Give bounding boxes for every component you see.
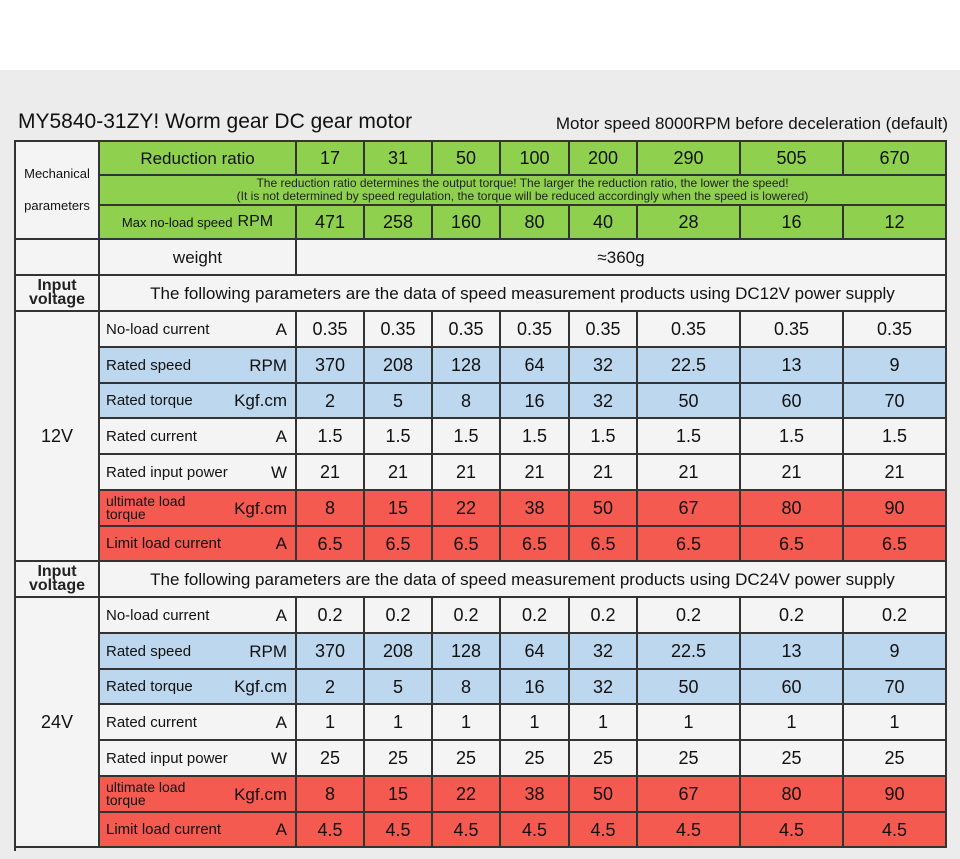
reduction-ratio-value: 17	[297, 142, 365, 176]
reduction-ratio-value: 200	[570, 142, 638, 176]
parameter-label	[100, 813, 297, 848]
parameter-value: 4.5	[570, 813, 638, 848]
parameter-unit: Kgf.cm	[234, 677, 287, 696]
parameter-value: 5	[365, 670, 433, 705]
parameter-value: 25	[844, 741, 947, 777]
parameter-unit: A	[275, 820, 287, 839]
parameter-label	[100, 419, 297, 455]
model-number: MY5840-31ZY!	[18, 110, 160, 133]
input-voltage-label	[16, 562, 100, 598]
parameter-value: 6.5	[844, 527, 947, 562]
reduction-ratio-note	[100, 176, 947, 206]
input-voltage-text: voltage	[28, 291, 85, 308]
parameter-label	[100, 634, 297, 670]
parameter-value: 6.5	[297, 527, 365, 562]
parameter-value: 4.5	[741, 813, 844, 848]
reduction-ratio-value: 50	[433, 142, 501, 176]
parameter-unit: Kgf.cm	[234, 784, 287, 804]
power-supply-banner: The following parameters are the data of speed measurement products using DC12V power supply	[100, 276, 947, 312]
weight-label: weight	[100, 240, 297, 276]
parameter-value: 70	[844, 670, 947, 705]
note-line-1: The reduction ratio determines the output torque! The larger the reduction ratio, the lower the speed!	[256, 176, 789, 190]
max-speed-value: 16	[741, 206, 844, 240]
parameter-value: 1.5	[501, 419, 570, 455]
parameter-value: 2	[297, 670, 365, 705]
parameter-value: 6.5	[741, 527, 844, 562]
parameter-value: 25	[741, 741, 844, 777]
parameter-unit: Kgf.cm	[234, 498, 287, 518]
parameter-value: 0.2	[638, 598, 741, 634]
parameter-value: 16	[501, 670, 570, 705]
parameter-value: 15	[365, 777, 433, 813]
parameter-value: 1.5	[297, 419, 365, 455]
parameter-value: 1.5	[433, 419, 501, 455]
parameter-value: 0.35	[297, 312, 365, 348]
parameter-label-text: Rated input power	[106, 463, 228, 481]
parameter-value: 208	[365, 634, 433, 670]
parameter-value: 4.5	[433, 813, 501, 848]
parameter-value: 25	[638, 741, 741, 777]
input-voltage-text: Input	[37, 563, 77, 580]
parameter-value: 4.5	[365, 813, 433, 848]
parameter-value: 60	[741, 670, 844, 705]
parameter-label	[100, 705, 297, 741]
parameter-value: 4.5	[844, 813, 947, 848]
parameter-value: 21	[297, 455, 365, 491]
spec-table	[14, 140, 947, 851]
parameter-value: 22.5	[638, 634, 741, 670]
parameter-value: 6.5	[570, 527, 638, 562]
parameter-value: 25	[297, 741, 365, 777]
parameter-value: 13	[741, 348, 844, 384]
parameter-label	[100, 455, 297, 491]
mechanical-parameters-label	[16, 142, 100, 240]
parameter-value: 67	[638, 491, 741, 527]
parameter-value: 32	[570, 348, 638, 384]
max-speed-text: Max no-load speed	[121, 214, 233, 230]
parameter-value: 1	[433, 705, 501, 741]
parameter-value: 50	[570, 491, 638, 527]
parameter-value: 21	[638, 455, 741, 491]
parameter-label-text: ultimate load	[106, 779, 186, 795]
parameter-value: 4.5	[297, 813, 365, 848]
parameter-value: 1.5	[844, 419, 947, 455]
parameter-value: 21	[844, 455, 947, 491]
parameter-label-text: torque	[106, 792, 146, 808]
parameter-value: 9	[844, 634, 947, 670]
parameter-unit: A	[275, 319, 287, 339]
parameter-unit: A	[275, 712, 287, 732]
parameter-label-text: Rated current	[106, 427, 197, 445]
parameter-value: 0.2	[433, 598, 501, 634]
parameter-value: 60	[741, 384, 844, 419]
parameter-value: 64	[501, 348, 570, 384]
parameter-value: 0.35	[501, 312, 570, 348]
parameter-value: 80	[741, 491, 844, 527]
parameter-value: 13	[741, 634, 844, 670]
max-speed-unit: RPM	[237, 213, 274, 230]
parameter-label	[100, 741, 297, 777]
reduction-ratio-value: 505	[741, 142, 844, 176]
parameter-label	[100, 312, 297, 348]
parameter-value: 128	[433, 348, 501, 384]
parameter-value: 21	[365, 455, 433, 491]
parameter-value: 6.5	[638, 527, 741, 562]
parameter-value: 32	[570, 384, 638, 419]
parameter-value: 38	[501, 491, 570, 527]
parameter-unit: A	[275, 605, 287, 625]
input-voltage-text: voltage	[28, 577, 85, 594]
parameter-value: 1.5	[741, 419, 844, 455]
parameter-label-text: No-load current	[106, 606, 210, 624]
parameter-value: 64	[501, 634, 570, 670]
parameter-value: 21	[570, 455, 638, 491]
parameter-value: 22	[433, 491, 501, 527]
parameter-value: 0.35	[570, 312, 638, 348]
parameter-value: 208	[365, 348, 433, 384]
voltage-label: 12V	[16, 312, 100, 562]
parameter-value: 67	[638, 777, 741, 813]
parameter-value: 1.5	[638, 419, 741, 455]
parameter-value: 0.35	[433, 312, 501, 348]
parameter-unit: RPM	[249, 641, 287, 661]
parameter-value: 0.35	[844, 312, 947, 348]
max-speed-value: 80	[501, 206, 570, 240]
parameter-value: 128	[433, 634, 501, 670]
parameter-label-text: No-load current	[106, 320, 210, 338]
parameter-label-group	[106, 781, 234, 807]
parameter-value: 370	[297, 634, 365, 670]
parameter-value: 0.2	[570, 598, 638, 634]
parameter-value: 1	[638, 705, 741, 741]
parameter-label-text: Rated current	[106, 713, 197, 731]
parameter-label	[100, 598, 297, 634]
parameter-value: 0.35	[638, 312, 741, 348]
parameter-label-text: Rated speed	[106, 642, 192, 660]
product-title	[18, 110, 412, 134]
parameter-unit: A	[275, 426, 287, 446]
parameter-value: 0.2	[844, 598, 947, 634]
weight-empty-cell	[16, 240, 100, 276]
parameter-label	[100, 777, 297, 813]
parameter-value: 15	[365, 491, 433, 527]
parameter-value: 9	[844, 348, 947, 384]
parameter-label-text: Limit load current	[106, 821, 222, 838]
parameter-label	[100, 348, 297, 384]
parameter-value: 50	[570, 777, 638, 813]
reduction-ratio-value: 670	[844, 142, 947, 176]
note-line-2: (It is not determined by speed regulation, the torque will be reduced accordingly when the speed is lowered)	[236, 189, 809, 203]
parameter-value: 1	[741, 705, 844, 741]
parameter-value: 90	[844, 491, 947, 527]
reduction-ratio-value: 290	[638, 142, 741, 176]
mechanical-label-line1: Mechanical	[24, 166, 90, 181]
parameter-label-group	[106, 495, 234, 521]
parameter-value: 5	[365, 384, 433, 419]
parameter-unit: Kgf.cm	[234, 391, 287, 410]
reduction-ratio-value: 100	[501, 142, 570, 176]
mechanical-label-line2: parameters	[24, 198, 90, 213]
motor-speed-note: Motor speed 8000RPM before deceleration (default)	[555, 114, 948, 133]
parameter-value: 1	[844, 705, 947, 741]
parameter-label-text: Rated torque	[106, 678, 193, 695]
parameter-value: 32	[570, 634, 638, 670]
parameter-unit: RPM	[249, 355, 287, 375]
max-speed-value: 258	[365, 206, 433, 240]
parameter-value: 25	[365, 741, 433, 777]
parameter-unit: W	[270, 462, 287, 482]
parameter-value: 16	[501, 384, 570, 419]
parameter-value: 25	[433, 741, 501, 777]
max-speed-value: 471	[297, 206, 365, 240]
parameter-label	[100, 527, 297, 562]
parameter-value: 0.2	[365, 598, 433, 634]
parameter-value: 25	[501, 741, 570, 777]
parameter-value: 21	[741, 455, 844, 491]
parameter-value: 21	[501, 455, 570, 491]
parameter-value: 22	[433, 777, 501, 813]
parameter-value: 0.2	[501, 598, 570, 634]
voltage-label: 24V	[16, 598, 100, 848]
parameter-value: 6.5	[433, 527, 501, 562]
parameter-label	[100, 384, 297, 419]
input-voltage-label	[16, 276, 100, 312]
parameter-value: 4.5	[638, 813, 741, 848]
max-speed-value: 28	[638, 206, 741, 240]
parameter-value: 50	[638, 384, 741, 419]
parameter-value: 370	[297, 348, 365, 384]
max-speed-value: 12	[844, 206, 947, 240]
parameter-value: 38	[501, 777, 570, 813]
parameter-value: 1.5	[365, 419, 433, 455]
reduction-ratio-value: 31	[365, 142, 433, 176]
parameter-label-text: Rated speed	[106, 356, 192, 374]
parameter-value: 8	[433, 384, 501, 419]
parameter-value: 90	[844, 777, 947, 813]
parameter-value: 25	[570, 741, 638, 777]
parameter-value: 8	[297, 491, 365, 527]
parameter-value: 2	[297, 384, 365, 419]
parameter-value: 4.5	[501, 813, 570, 848]
parameter-label-text: ultimate load	[106, 493, 186, 509]
power-supply-banner: The following parameters are the data of speed measurement products using DC24V power supply	[100, 562, 947, 598]
max-speed-value: 40	[570, 206, 638, 240]
parameter-value: 80	[741, 777, 844, 813]
max-speed-value: 160	[433, 206, 501, 240]
max-speed-label	[100, 206, 297, 240]
parameter-value: 8	[297, 777, 365, 813]
parameter-value: 0.2	[741, 598, 844, 634]
parameter-value: 1	[365, 705, 433, 741]
parameter-value: 1.5	[570, 419, 638, 455]
parameter-value: 1	[297, 705, 365, 741]
parameter-value: 1	[501, 705, 570, 741]
parameter-value: 32	[570, 670, 638, 705]
parameter-unit: W	[270, 748, 287, 768]
parameter-value: 50	[638, 670, 741, 705]
parameter-value: 22.5	[638, 348, 741, 384]
parameter-value: 6.5	[501, 527, 570, 562]
parameter-value: 0.2	[297, 598, 365, 634]
parameter-label	[100, 670, 297, 705]
reduction-ratio-label: Reduction ratio	[100, 142, 297, 176]
parameter-label	[100, 491, 297, 527]
parameter-value: 8	[433, 670, 501, 705]
parameter-unit: A	[275, 534, 287, 553]
parameter-value: 6.5	[365, 527, 433, 562]
parameter-label-text: Rated torque	[106, 392, 193, 409]
parameter-value: 21	[433, 455, 501, 491]
weight-value: ≈360g	[297, 240, 947, 276]
parameter-value: 0.35	[365, 312, 433, 348]
parameter-value: 70	[844, 384, 947, 419]
parameter-label-text: torque	[106, 506, 146, 522]
input-voltage-text: Input	[37, 277, 77, 294]
parameter-value: 0.35	[741, 312, 844, 348]
parameter-label-text: Limit load current	[106, 535, 222, 552]
parameter-label-text: Rated input power	[106, 749, 228, 767]
product-description: Worm gear DC gear motor	[165, 110, 413, 133]
parameter-value: 1	[570, 705, 638, 741]
